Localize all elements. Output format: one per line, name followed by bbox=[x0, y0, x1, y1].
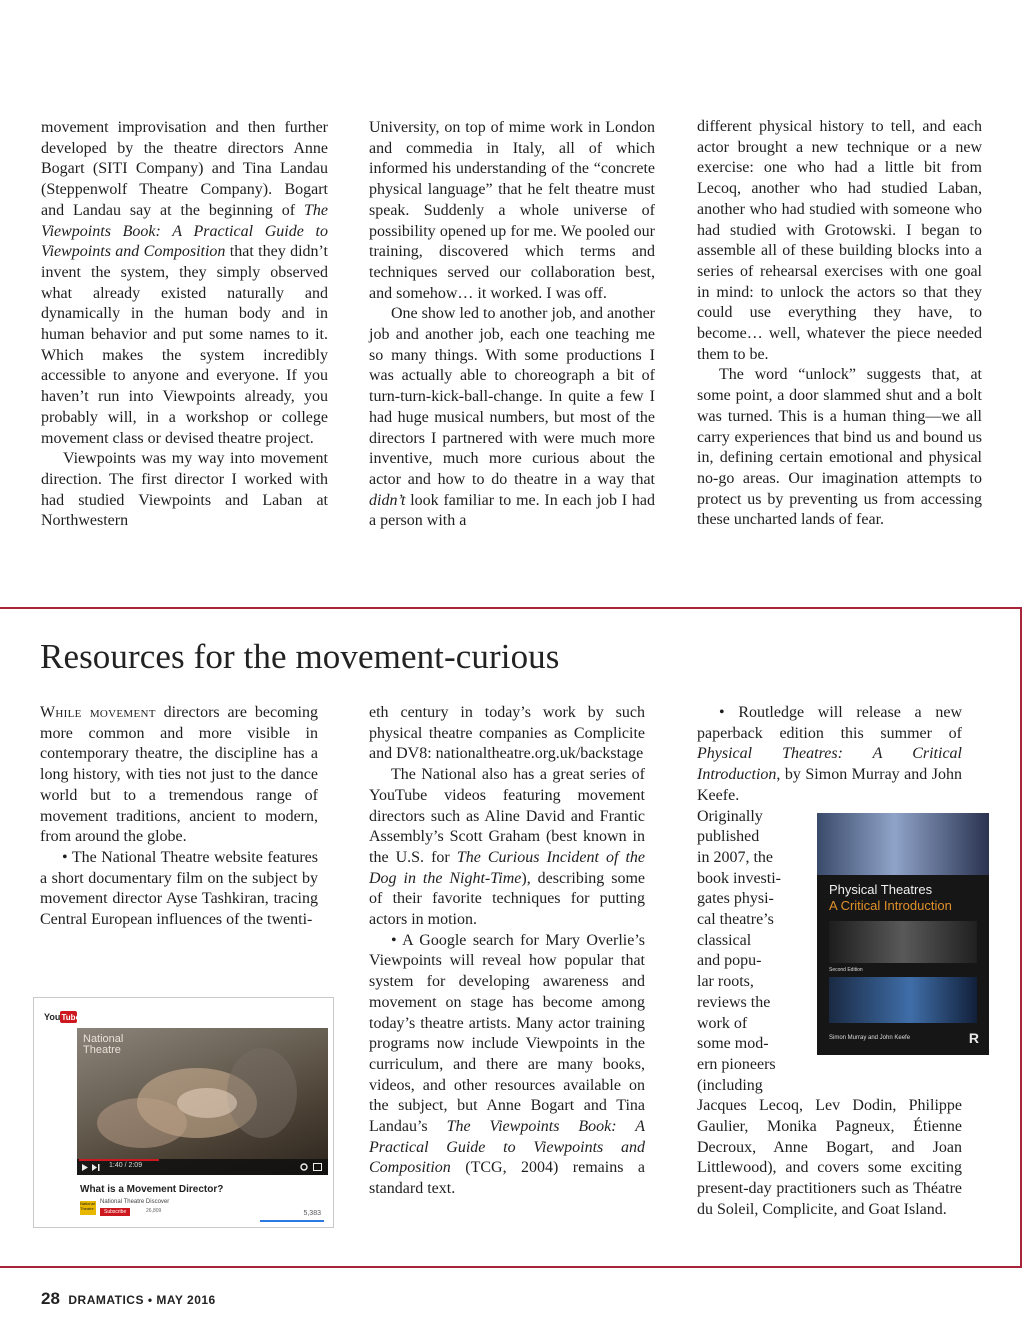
text-line: book investi- bbox=[697, 869, 781, 887]
youtube-screenshot bbox=[33, 997, 334, 1228]
video-progress-bar[interactable] bbox=[79, 1159, 159, 1161]
article-column-3 bbox=[697, 117, 982, 531]
video-title[interactable]: What is a Movement Director? bbox=[80, 1184, 224, 1195]
magazine-issue: DRAMATICS • MAY 2016 bbox=[68, 1293, 216, 1307]
sidebar-column-1 bbox=[40, 703, 318, 931]
like-bar bbox=[260, 1220, 324, 1222]
video-frame[interactable] bbox=[77, 1028, 328, 1175]
paragraph: Jacques Lecoq, Lev Dodin, Philippe Gaulier, Monika Pagneux, Étienne Decroux, Anne Bogart, and Joan Littlewood), and covers some exciting present-day practitioners such as Théatre du Soleil, Complicite, and Goat Island. bbox=[697, 1097, 962, 1218]
gear-icon[interactable] bbox=[300, 1163, 308, 1171]
text-line: lar roots, bbox=[697, 973, 754, 991]
book-cover bbox=[817, 813, 989, 1055]
text-line: and popu- bbox=[697, 952, 762, 970]
text-line: some mod- bbox=[697, 1035, 769, 1053]
sidebar-column-2 bbox=[369, 703, 645, 1200]
video-time: 1:40 / 2:09 bbox=[109, 1162, 143, 1169]
text-line: ern pioneers bbox=[697, 1055, 776, 1073]
video-channel-overlay: National Theatre bbox=[83, 1033, 124, 1056]
page-number: 28 bbox=[41, 1289, 60, 1308]
paragraph: The National also has a great series of YouTube videos featuring movement directors such as Aline David and Frantic Assembly’s Scott Graham (best known in the U.S. for The Curious Incident of the Dog in the Night-Time), describing some of their favorite techniques for putting actors in motion. bbox=[369, 766, 646, 929]
text-line: classical bbox=[697, 931, 752, 949]
text-line: (including bbox=[697, 1076, 763, 1094]
cover-photo bbox=[829, 921, 977, 963]
wrapped-text bbox=[697, 807, 809, 1097]
view-count: 5,383 bbox=[303, 1210, 321, 1217]
video-controls[interactable] bbox=[77, 1159, 328, 1175]
text-line: reviews the bbox=[697, 993, 771, 1011]
text-line: gates physi- bbox=[697, 890, 774, 908]
svg-text:Tube: Tube bbox=[61, 1013, 81, 1022]
paragraph: different physical history to tell, and each actor brought a new technique or a new exercise: one who had a little bit from Lecoq, another who had studied Laban, another who had studied with someone who had studied with Grotowski. I began to assemble all of these building blocks into a series of rehearsal exercises with one goal in mind: to unlock the actors so that they could use everything they have, to become… well, whatever the piece needed them to be. bbox=[697, 118, 982, 363]
book-title: Physical Theatres bbox=[829, 882, 933, 897]
paragraph: University, on top of mime work in London and commedia in Italy, all of which informed his understanding of the “concrete physical language” that he felt theatre must speak. Suddenly a whole universe of possibility opened up for me. We pooled our training, discovered which terms and techniques served our collaboration best, and somehow… it worked. I was off. bbox=[369, 119, 655, 302]
paragraph: The word “unlock” suggests that, at some point, a door slammed shut and a bolt was turned. This is a human thing—we all carry experiences that bind us and bound us in, defining certain emotional and physical no-go areas. Our imagination attempts to protect us by preventing us from accessing these uncharted lands of fear. bbox=[697, 366, 982, 529]
article-column-2 bbox=[369, 118, 655, 532]
svg-text:You: You bbox=[44, 1012, 61, 1022]
paragraph: movement improvisation and then further developed by the theatre directors Anne Bogart (SITI Company) and Tina Landau (Steppenwolf Theatre Company). Bogart and Landau say at the beginning of The Viewpoints Book: A Practical Guide to Viewpoints and Composition that they didn’t invent the system, they simply observed what already existed naturally and dynamically in the human body and in human behavior and put some names to it. Which makes the system incredibly accessible to anyone and everyone. If you haven’t run into Viewpoints already, you probably will, in a workshop or college movement class or devised theatre project. bbox=[41, 119, 328, 447]
book-authors: Simon Murray and John Keefe bbox=[829, 1035, 911, 1041]
cover-photo bbox=[817, 813, 989, 875]
paragraph: • Routledge will release a new paperback edition this summer of Physical Theatres: A Critical Introduction, by Simon Murray and John Keefe. bbox=[697, 704, 962, 804]
subscriber-count: 26,809 bbox=[146, 1208, 162, 1214]
article-column-1 bbox=[41, 118, 328, 532]
text-line: cal theatre’s bbox=[697, 911, 774, 929]
text-line: in 2007, the bbox=[697, 848, 773, 866]
page-footer bbox=[41, 1289, 216, 1309]
channel-badge: National Theatre bbox=[80, 1201, 96, 1215]
youtube-logo-icon bbox=[44, 1008, 81, 1026]
cover-photo bbox=[829, 977, 977, 1023]
fullscreen-icon[interactable] bbox=[313, 1163, 322, 1171]
publisher-logo-icon: R bbox=[968, 1030, 979, 1046]
text-line: Originally bbox=[697, 807, 763, 825]
text-line: published bbox=[697, 828, 760, 846]
text-line: work of bbox=[697, 1014, 748, 1032]
book-edition: Second Edition bbox=[829, 967, 863, 973]
sidebar-title: Resources for the movement-curious bbox=[40, 637, 560, 676]
paragraph: • The National Theatre website features a short documentary film on the subject by movement director Ayse Tashkiran, tracing Central European influences of the twenti- bbox=[40, 848, 318, 929]
play-icon[interactable] bbox=[82, 1164, 88, 1171]
paragraph: • A Google search for Mary Overlie’s Viewpoints will reveal how popular that system for developing awareness and movement on stage has become among today’s theatre artists. Many actor training programs now include Viewpoints in the curriculum, and there are many books, videos, and other resources available on the subject, but Anne Bogart and Tina Landau’s The Viewpoints Book: A Practical Guide to Viewpoints and Composition (TCG, 2004) remains a standard text. bbox=[369, 931, 646, 1198]
paragraph: One show led to another job, and another job and another job, each one teaching me so many things. With some productions I was actually able to choreograph a bit of turn-turn-kick-ball-change. In quite a few I had huge musical numbers, but most of the directors I partnered with were much more inventive, much more curious about the actor and how to do theatre in a way that didn’t look familiar to me. In each job I had a person with a bbox=[369, 305, 655, 530]
paragraph: While movement directors are becoming more common and more visible in contemporary theatre, the discipline has a long history, with ties not just to the dance world but to a tremendous range of movement traditions, ancient to modern, from around the globe. bbox=[40, 704, 318, 846]
channel-name[interactable]: National Theatre Discover bbox=[100, 1199, 170, 1205]
paragraph: eth century in today’s work by such physical theatre companies as Complicite and DV8: nationaltheatre.org.uk/backstage bbox=[369, 704, 645, 763]
subscribe-button[interactable]: Subscribe bbox=[100, 1208, 130, 1216]
paragraph: Viewpoints was my way into movement direction. The first director I worked with had studied Viewpoints and Laban at Northwestern bbox=[41, 450, 328, 530]
book-subtitle: A Critical Introduction bbox=[829, 898, 952, 913]
next-icon[interactable] bbox=[92, 1164, 100, 1171]
